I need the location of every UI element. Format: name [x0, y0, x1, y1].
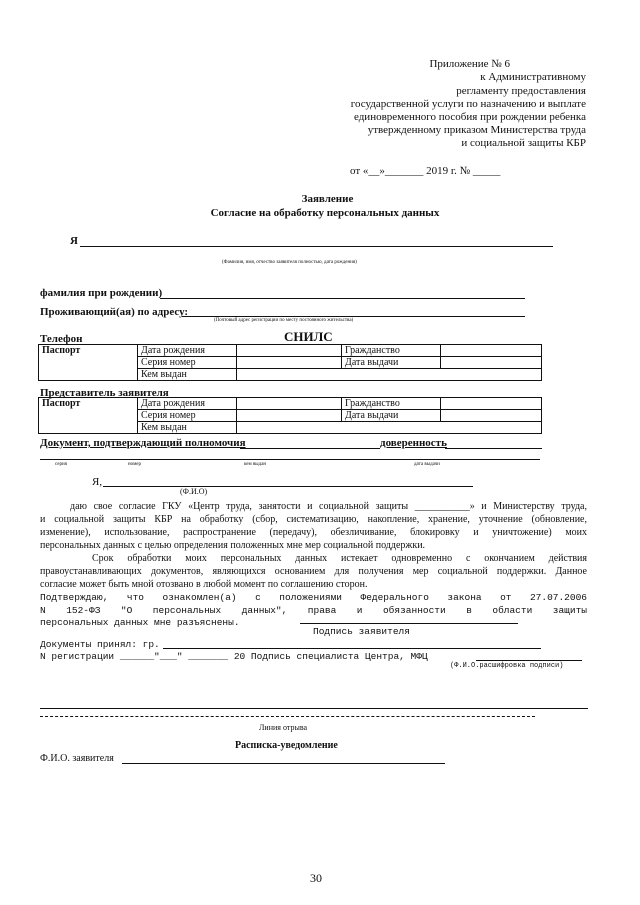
rep-issued-by-value[interactable]: [237, 422, 542, 434]
consent-fio-input-line[interactable]: [103, 486, 473, 487]
authority-doc-label: Документ, подтверждающий полномочия: [40, 437, 246, 449]
birth-surname-label: фамилия при рождении): [40, 287, 163, 299]
rep-birth-date-value[interactable]: [237, 398, 342, 410]
passport-label: Паспорт: [39, 345, 138, 357]
series-value[interactable]: [237, 357, 342, 369]
rep-issue-date-value[interactable]: [441, 410, 542, 422]
issue-date-value[interactable]: [441, 357, 542, 369]
rep-series-label: Серия номер: [138, 410, 237, 422]
address-input-line[interactable]: [182, 316, 525, 317]
consent-p2-line-3: согласие может быть мной отозвано в любой момент по соглашению сторон.: [40, 579, 368, 590]
receipt-title: Расписка-уведомление: [235, 740, 338, 751]
rep-passport-spacer: [39, 410, 138, 422]
appendix-line-7: и социальной защиты КБР: [461, 137, 586, 149]
appendix-line-6: утвержденному приказом Министерства труда: [367, 124, 586, 136]
issued-by-hint: кем выдан: [244, 462, 267, 467]
authority-doc-input-line[interactable]: [240, 448, 380, 449]
authority-details-line[interactable]: [40, 459, 540, 460]
cut-line: [40, 716, 535, 717]
power-of-attorney-label: доверенность: [380, 437, 447, 449]
consent-p1-line-3: изменение), использование, распространение (передачу), обезличивание, блокировку и уничтожение) моих: [40, 527, 587, 538]
power-of-attorney-input-line[interactable]: [445, 448, 542, 449]
passport-spacer: [39, 357, 138, 369]
birth-date-label: Дата рождения: [138, 345, 237, 357]
consent-p3-line-3: персональных данных мне разъяснены.: [40, 617, 240, 628]
snils-label: СНИЛС: [284, 329, 333, 344]
birth-surname-input-line[interactable]: [160, 298, 525, 299]
appendix-line-2: к Административному: [480, 71, 586, 83]
address-label: Проживающий(ая) по адресу:: [40, 306, 189, 318]
rep-passport-label: Паспорт: [39, 398, 138, 410]
address-hint: (Почтовый адрес регистрации по месту постоянного жительства): [214, 318, 354, 323]
cut-line-label: Линия отрыва: [259, 723, 308, 732]
page-number: 30: [310, 871, 322, 885]
series-hint: серия: [55, 462, 67, 467]
separator-line: [40, 708, 588, 709]
representative-passport-table: [38, 397, 542, 434]
citizenship-value[interactable]: [441, 345, 542, 357]
rep-citizenship-label: Гражданство: [342, 398, 441, 410]
phone-label: Телефон: [40, 333, 83, 345]
birth-date-value[interactable]: [237, 345, 342, 357]
rep-issue-date-label: Дата выдачи: [342, 410, 441, 422]
issue-date-label: Дата выдачи: [342, 357, 441, 369]
representative-title: Представитель заявителя: [40, 387, 169, 399]
ya-label: Я: [70, 235, 78, 247]
consent-p3-line-2: N 152-ФЗ "О персональных данных", права и обязанности в области защиты: [40, 605, 587, 616]
consent-p1-line-1: даю свое согласие ГКУ «Центр труда, занятости и социальной защиты ___________» и Министерству труда,: [70, 501, 587, 512]
appendix-line-4: государственной услуги по назначению и выплате: [350, 98, 586, 110]
rep-series-value[interactable]: [237, 410, 342, 422]
signature-label: Подпись заявителя: [313, 626, 410, 637]
passport-spacer: [39, 369, 138, 381]
consent-p2-line-1: Срок обработки моих персональных данных истекает одновременно с окончанием действия: [92, 553, 587, 564]
registration-line: N регистрации ______"___" _______ 20 Подпись специалиста Центра, МФЦ: [40, 651, 428, 662]
fio-input-line[interactable]: [80, 246, 553, 247]
fio-hint: (Фамилия, имя, отчество заявителя полностью, дата рождения): [222, 260, 357, 265]
consent-p1-line-2: и социальной защиты КБР на обработку (сбор, систематизацию, накопление, хранение, уточнение (обновление,: [40, 514, 587, 525]
docs-accepted-input-line[interactable]: [163, 648, 541, 649]
specialist-signature-input-line[interactable]: [476, 660, 582, 661]
consent-p1-line-4: персональных данных с целью определения положенных мне мер социальной поддержки.: [40, 540, 426, 551]
date-line: от «__»_______ 2019 г. № _____: [350, 165, 501, 177]
citizenship-label: Гражданство: [342, 345, 441, 357]
passport-table: [38, 344, 542, 381]
appendix-line-1: Приложение № 6: [429, 58, 510, 70]
document-title: Заявление: [301, 193, 354, 205]
receipt-fio-input-line[interactable]: [122, 763, 445, 764]
receipt-fio-label: Ф.И.О. заявителя: [40, 753, 114, 764]
issued-by-label: Кем выдан: [138, 369, 237, 381]
rep-issued-by-label: Кем выдан: [138, 422, 237, 434]
rep-birth-date-label: Дата рождения: [138, 398, 237, 410]
issued-by-value[interactable]: [237, 369, 542, 381]
consent-fio-hint: (Ф.И.О): [180, 487, 208, 496]
docs-accepted-label: Документы принял: гр.: [40, 639, 160, 650]
appendix-line-5: единовременного пособия при рождении ребенка: [353, 111, 586, 123]
consent-p3-line-1: Подтверждаю, что ознакомлен(а) с положениями Федерального закона от 27.07.2006: [40, 592, 587, 603]
rep-passport-spacer: [39, 422, 138, 434]
rep-citizenship-value[interactable]: [441, 398, 542, 410]
signature-input-line[interactable]: [300, 623, 518, 624]
consent-ya: Я,: [92, 476, 103, 488]
document-subtitle: Согласие на обработку персональных данных: [210, 207, 440, 219]
number-hint: номер: [128, 462, 141, 467]
series-label: Серия номер: [138, 357, 237, 369]
appendix-line-3: регламенту предоставления: [456, 85, 586, 97]
issue-date-hint: дата выдачи: [414, 462, 440, 467]
signature-decoding-hint: (Ф.И.О.расшифровка подписи): [450, 662, 564, 670]
consent-p2-line-2: правоустанавливающих документов, являющихся основанием для получения мер социальной поддержки. Данное: [40, 566, 587, 577]
